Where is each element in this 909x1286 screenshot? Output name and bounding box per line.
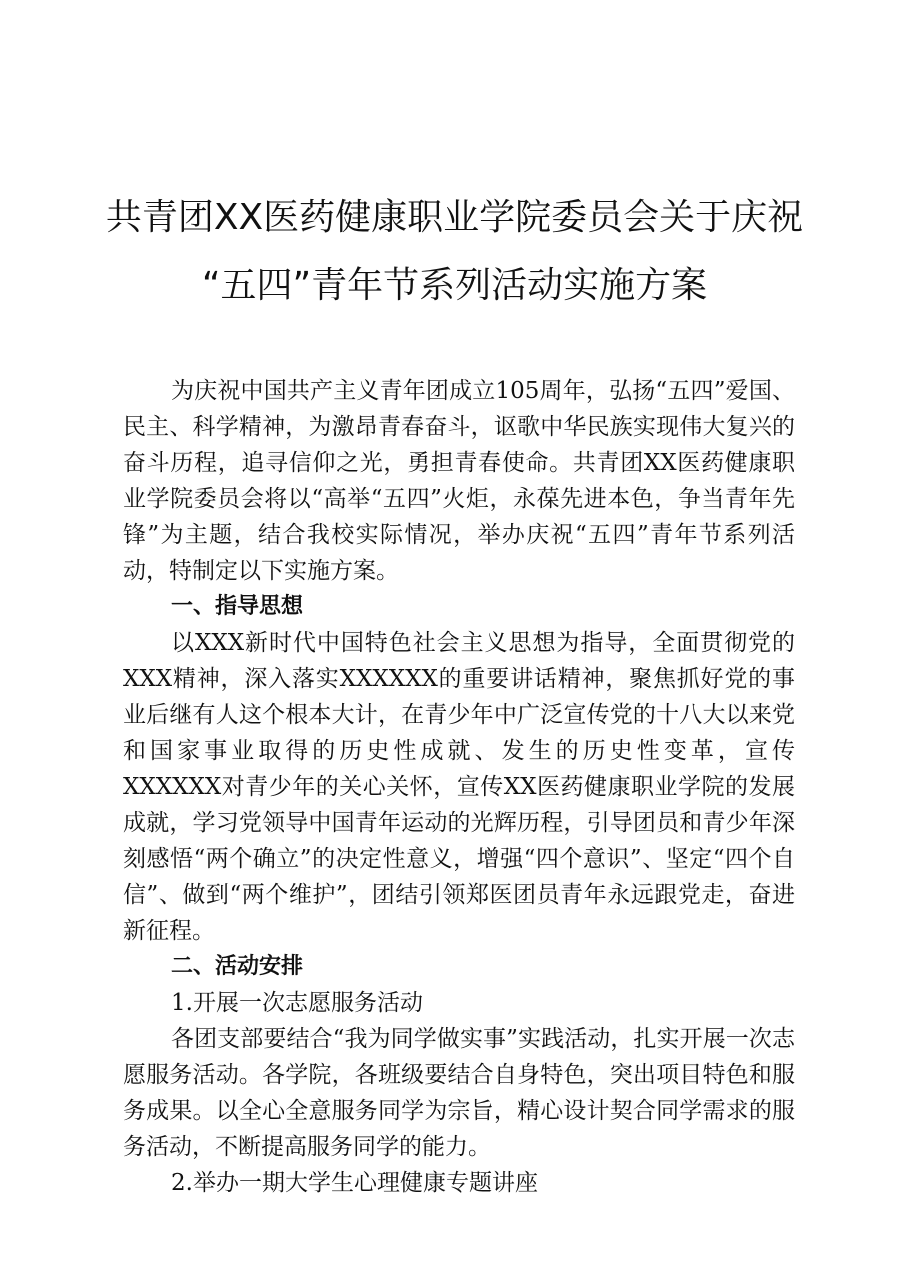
document-title-line-1: 共青团XX医药健康职业学院委员会关于庆祝 <box>105 197 804 238</box>
section-heading-guiding-ideology: 一、指导思想 <box>171 594 304 619</box>
intro-paragraph: 为庆祝中国共产主义青年团成立105周年，弘扬“五四”爱国、民主、科学精神，为激昂青春奋斗，讴歌中华民族实现伟大复兴的奋斗历程，追寻信仰之光，勇担青春使命。共青团XX医药健康职业学院委员会将以“高举“五四”火炬，永葆先进本色，争当青年先锋”为主题，结合我校实际情况，举办庆祝“五四”青年节系列活动，特制定以下实施方案。 <box>123 378 795 584</box>
activity-item-2-title: 2.举办一期大学生心理健康专题讲座 <box>171 1170 538 1196</box>
section-heading-activity-arrangement: 二、活动安排 <box>171 954 304 979</box>
document-body <box>123 373 795 1201</box>
activity-item-1-paragraph: 各团支部要结合“我为同学做实事”实践活动，扎实开展一次志愿服务活动。各学院，各班级要结合自身特色，突出项目特色和服务成果。以全心全意服务同学为宗旨，精心设计契合同学需求的服务活动，不断提高服务同学的能力。 <box>123 1026 795 1160</box>
guiding-ideology-paragraph: 以XXX新时代中国特色社会主义思想为指导，全面贯彻党的XXX精神，深入落实XXXXXX的重要讲话精神，聚焦抓好党的事业后继有人这个根本大计，在青少年中广泛宣传党的十八大以来党和国家事业取得的历史性成就、发生的历史性变革，宣传XXXXXX对青少年的关心关怀，宣传XX医药健康职业学院的发展成就，学习党领导中国青年运动的光辉历程，引导团员和青少年深刻感悟“两个确立”的决定性意义，增强“四个意识”、坚定“四个自信”、做到“两个维护”，团结引领郑医团员青年永远跟党走，奋进新征程。 <box>123 630 795 944</box>
activity-item-1-title: 1.开展一次志愿服务活动 <box>171 990 423 1016</box>
document-title-line-2: “五四”青年节系列活动实施方案 <box>201 265 708 306</box>
